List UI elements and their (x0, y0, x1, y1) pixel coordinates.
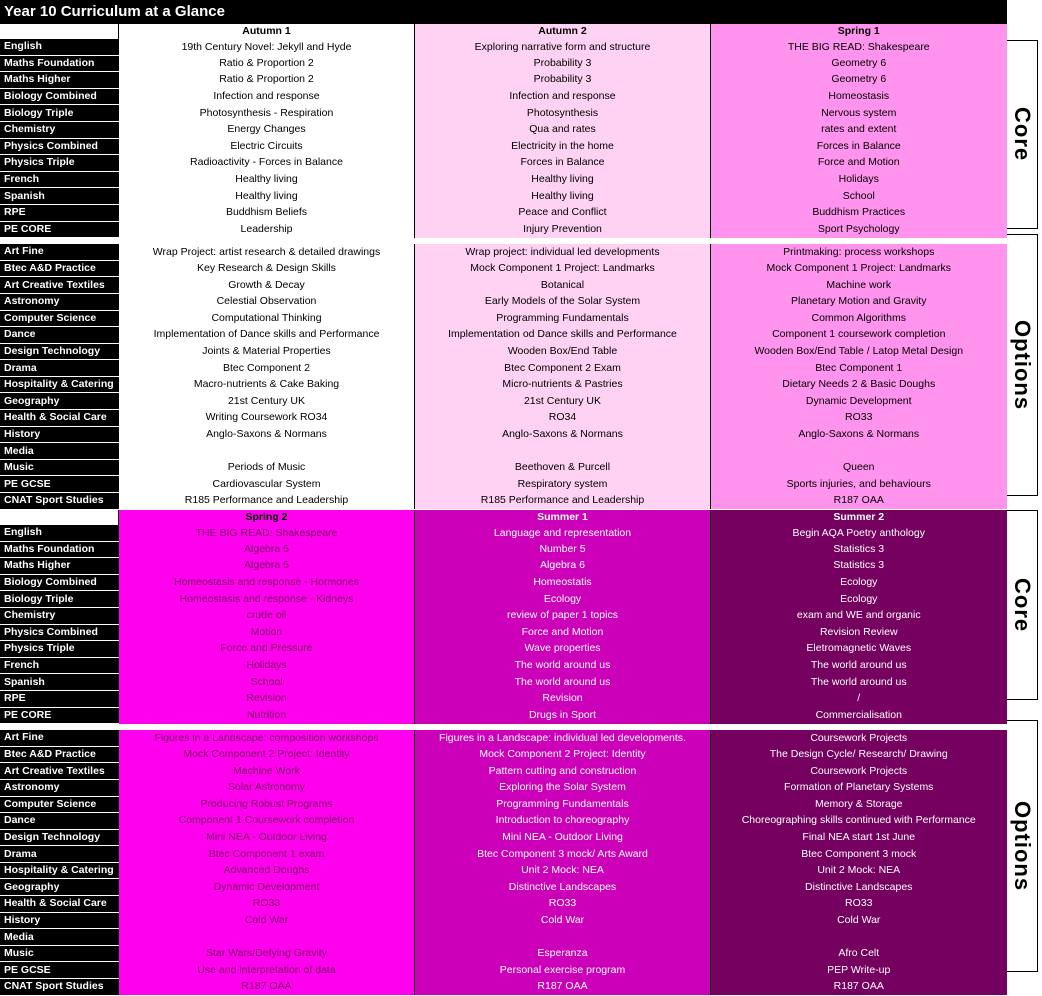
table-row (1, 879, 1007, 896)
topic-cell: Machine Work (119, 763, 415, 780)
topic-cell: Unit 2 Mock: NEA (415, 862, 711, 879)
subject-label: Astronomy (1, 779, 119, 796)
topic-cell: Infection and response (415, 88, 711, 105)
table-row (1, 813, 1007, 830)
topic-cell: Wooden Box/End Table / Latop Metal Design (711, 343, 1007, 360)
page-title: Year 10 Curriculum at a Glance (0, 0, 1007, 24)
options-side-label-2: Options (1007, 720, 1038, 972)
subject-label: Computer Science (1, 310, 119, 327)
subject-label: Btec A&D Practice (1, 260, 119, 277)
subject-label: Art Fine (1, 730, 119, 746)
table-row (1, 945, 1007, 962)
topic-cell: Implementation of Dance skills and Performance (119, 327, 415, 344)
subject-label: Maths Higher (1, 558, 119, 575)
table-row (1, 624, 1007, 641)
topic-cell: Star Wars/Defying Gravity (119, 945, 415, 962)
table-row (1, 343, 1007, 360)
subject-label: French (1, 657, 119, 674)
topic-cell: The world around us (415, 657, 711, 674)
table-row (1, 746, 1007, 763)
subject-label: Computer Science (1, 796, 119, 813)
topic-cell: Implementation od Dance skills and Performance (415, 327, 711, 344)
topic-cell: Drugs in Sport (415, 707, 711, 724)
term-header: Summer 2 (711, 510, 1007, 525)
topic-cell: Probability 3 (415, 55, 711, 72)
topic-cell: Mock Component 1 Project: Landmarks (711, 260, 1007, 277)
table-row (1, 641, 1007, 658)
topic-cell: Key Research & Design Skills (119, 260, 415, 277)
topic-cell: Cardiovascular System (119, 476, 415, 493)
table-row (1, 443, 1007, 460)
topic-cell: Memory & Storage (711, 796, 1007, 813)
topic-cell (711, 443, 1007, 460)
subject-label: French (1, 171, 119, 188)
topic-cell: Holidays (711, 171, 1007, 188)
topic-cell: Final NEA start 1st June (711, 829, 1007, 846)
topic-cell: Begin AQA Poetry anthology (711, 525, 1007, 541)
term-header: Autumn 1 (119, 24, 415, 39)
topic-cell: Formation of Planetary Systems (711, 779, 1007, 796)
topic-cell: Healthy living (415, 188, 711, 205)
topic-cell: Use and interpretation of data (119, 962, 415, 979)
table-row (1, 493, 1007, 510)
core-side-label: Core (1007, 40, 1038, 229)
curriculum-table-autumn-spring (0, 24, 1007, 510)
topic-cell: Beethoven & Purcell (415, 459, 711, 476)
subject-label: Biology Triple (1, 591, 119, 608)
topic-cell: The world around us (415, 674, 711, 691)
topic-cell: Joints & Material Properties (119, 343, 415, 360)
topic-cell: Coursework Projects (711, 730, 1007, 746)
table-row (1, 360, 1007, 377)
topic-cell: Queen (711, 459, 1007, 476)
subject-label: Spanish (1, 188, 119, 205)
topic-cell: Solar Astronomy (119, 779, 415, 796)
subject-label: Physics Combined (1, 624, 119, 641)
table-row (1, 459, 1007, 476)
topic-cell: Healthy living (119, 171, 415, 188)
topic-cell: Holidays (119, 657, 415, 674)
table-row (1, 376, 1007, 393)
topic-cell: Anglo-Saxons & Normans (415, 426, 711, 443)
topic-cell: Machine work (711, 277, 1007, 294)
topic-cell: Language and representation (415, 525, 711, 541)
subject-label: Chemistry (1, 121, 119, 138)
subject-label: Physics Triple (1, 155, 119, 172)
topic-cell: Btec Component 1 (711, 360, 1007, 377)
topic-cell: The world around us (711, 674, 1007, 691)
table-row (1, 558, 1007, 575)
topic-cell: The world around us (711, 657, 1007, 674)
topic-cell: Personal exercise program (415, 962, 711, 979)
topic-cell: School (119, 674, 415, 691)
topic-cell: R187 OAA (711, 493, 1007, 510)
subject-label: Design Technology (1, 343, 119, 360)
topic-cell: PEP Write-up (711, 962, 1007, 979)
subject-label: Physics Combined (1, 138, 119, 155)
options-side-label: Options (1007, 234, 1038, 496)
table-row (1, 393, 1007, 410)
topic-cell: Revision Review (711, 624, 1007, 641)
topic-cell: Sports injuries, and behaviours (711, 476, 1007, 493)
topic-cell: RO33 (711, 896, 1007, 913)
subject-label: Astronomy (1, 293, 119, 310)
topic-cell: R185 Performance and Leadership (119, 493, 415, 510)
topic-cell: Algebra 6 (415, 558, 711, 575)
topic-cell: Ecology (711, 591, 1007, 608)
topic-cell: Mini NEA - Outdoor Living (119, 829, 415, 846)
table-row (1, 293, 1007, 310)
topic-cell: Qua and rates (415, 121, 711, 138)
table-row (1, 138, 1007, 155)
subject-label: Art Fine (1, 244, 119, 260)
table-row (1, 105, 1007, 122)
topic-cell: rates and extent (711, 121, 1007, 138)
topic-cell: Early Models of the Solar System (415, 293, 711, 310)
topic-cell: Electric Circuits (119, 138, 415, 155)
subject-label: History (1, 912, 119, 929)
topic-cell: Homeostatis (415, 574, 711, 591)
subject-label: Biology Combined (1, 574, 119, 591)
topic-cell: Programming Fundamentals (415, 796, 711, 813)
topic-cell: Healthy living (119, 188, 415, 205)
topic-cell: Forces in Balance (415, 155, 711, 172)
table-row (1, 171, 1007, 188)
subject-label: Spanish (1, 674, 119, 691)
table-row (1, 39, 1007, 55)
subject-label: RPE (1, 204, 119, 221)
topic-cell: Wave properties (415, 641, 711, 658)
topic-cell: Motion (119, 624, 415, 641)
topic-cell: R187 OAA (119, 979, 415, 996)
subject-label: Drama (1, 360, 119, 377)
subject-label: English (1, 39, 119, 55)
topic-cell: Cold War (119, 912, 415, 929)
topic-cell: exam and WE and organic (711, 607, 1007, 624)
table-row (1, 730, 1007, 746)
topic-cell: Programming Fundamentals (415, 310, 711, 327)
topic-cell: 19th Century Novel: Jekyll and Hyde (119, 39, 415, 55)
topic-cell: Buddhism Practices (711, 204, 1007, 221)
table-row (1, 221, 1007, 238)
topic-cell: Peace and Conflict (415, 204, 711, 221)
topic-cell: Producing Robust Programs (119, 796, 415, 813)
topic-cell: Homeostasis and response - Kidneys (119, 591, 415, 608)
table-row (1, 55, 1007, 72)
topic-cell: Force and Motion (711, 155, 1007, 172)
term-header: Summer 1 (415, 510, 711, 525)
topic-cell: Ratio & Proportion 2 (119, 55, 415, 72)
topic-cell: Revision (119, 690, 415, 707)
topic-cell: R185 Performance and Leadership (415, 493, 711, 510)
topic-cell: Btec Component 2 (119, 360, 415, 377)
topic-cell: Force and Pressure (119, 641, 415, 658)
subject-label: Media (1, 929, 119, 946)
topic-cell: review of paper 1 topics (415, 607, 711, 624)
table-row (1, 260, 1007, 277)
table-row (1, 829, 1007, 846)
table-row (1, 541, 1007, 558)
topic-cell: Algebra 5 (119, 558, 415, 575)
topic-cell: Wooden Box/End Table (415, 343, 711, 360)
curriculum-table-spring-summer (0, 510, 1007, 996)
topic-cell: RO33 (415, 896, 711, 913)
topic-cell: Mini NEA - Outdoor Living (415, 829, 711, 846)
subject-label: Chemistry (1, 607, 119, 624)
topic-cell: School (711, 188, 1007, 205)
topic-cell: Anglo-Saxons & Normans (119, 426, 415, 443)
topic-cell: Macro-nutrients & Cake Baking (119, 376, 415, 393)
topic-cell: Afro Celt (711, 945, 1007, 962)
subject-label: Music (1, 945, 119, 962)
table-row (1, 244, 1007, 260)
subject-label: PE CORE (1, 221, 119, 238)
table-row (1, 155, 1007, 172)
topic-cell: Photosynthesis - Respiration (119, 105, 415, 122)
table-row (1, 796, 1007, 813)
subject-label: Art Creative Textiles (1, 763, 119, 780)
subject-label: English (1, 525, 119, 541)
topic-cell: Forces in Balance (711, 138, 1007, 155)
topic-cell: THE BIG READ: Shakespeare (711, 39, 1007, 55)
topic-cell: Algebra 5 (119, 541, 415, 558)
topic-cell: Common Algorithms (711, 310, 1007, 327)
topic-cell: Buddhism Beliefs (119, 204, 415, 221)
topic-cell: THE BIG READ: Shakespeare (119, 525, 415, 541)
subject-label: Biology Combined (1, 88, 119, 105)
topic-cell: Dietary Needs 2 & Basic Doughs (711, 376, 1007, 393)
topic-cell: Wrap Project: artist research & detailed drawings (119, 244, 415, 260)
topic-cell: Force and Motion (415, 624, 711, 641)
table-row (1, 607, 1007, 624)
topic-cell: Infection and response (119, 88, 415, 105)
topic-cell: Btec Component 3 mock/ Arts Award (415, 846, 711, 863)
table-row (1, 574, 1007, 591)
table-row (1, 690, 1007, 707)
topic-cell: Distinctive Landscapes (711, 879, 1007, 896)
subject-label: Physics Triple (1, 641, 119, 658)
table-row (1, 188, 1007, 205)
topic-cell: Exploring the Solar System (415, 779, 711, 796)
topic-cell: Homeostasis and response - Hormones (119, 574, 415, 591)
subject-label: Maths Foundation (1, 55, 119, 72)
topic-cell: Photosynthesis (415, 105, 711, 122)
subject-label: Hospitality & Catering (1, 376, 119, 393)
table-row (1, 525, 1007, 541)
topic-cell: Electricity in the home (415, 138, 711, 155)
topic-cell: Energy Changes (119, 121, 415, 138)
topic-cell: Probability 3 (415, 72, 711, 89)
subject-label: Art Creative Textiles (1, 277, 119, 294)
core-side-label-2: Core (1007, 510, 1038, 700)
subject-label: Biology Triple (1, 105, 119, 122)
topic-cell: The Design Cycle/ Research/ Drawing (711, 746, 1007, 763)
topic-cell: Homeostasis (711, 88, 1007, 105)
subject-label: Drama (1, 846, 119, 863)
topic-cell: Healthy living (415, 171, 711, 188)
table-row (1, 657, 1007, 674)
topic-cell: Btec Component 1 exam (119, 846, 415, 863)
table-row (1, 979, 1007, 996)
table-row (1, 846, 1007, 863)
topic-cell: Commercialisation (711, 707, 1007, 724)
subject-label: PE GCSE (1, 962, 119, 979)
topic-cell (711, 929, 1007, 946)
subject-label: Btec A&D Practice (1, 746, 119, 763)
topic-cell: Growth & Decay (119, 277, 415, 294)
table-row (1, 896, 1007, 913)
topic-cell: Cold War (711, 912, 1007, 929)
topic-cell: Pattern cutting and construction (415, 763, 711, 780)
topic-cell: Number 5 (415, 541, 711, 558)
topic-cell: Ecology (711, 574, 1007, 591)
subject-label: Media (1, 443, 119, 460)
topic-cell: Respiratory system (415, 476, 711, 493)
topic-cell: 21st Century UK (119, 393, 415, 410)
subject-label: RPE (1, 690, 119, 707)
topic-cell: Planetary Motion and Gravity (711, 293, 1007, 310)
topic-cell: Mock Component 2 Project: Identity (415, 746, 711, 763)
header-row (1, 24, 1007, 39)
topic-cell: Mock Component 2 Project: Identity (119, 746, 415, 763)
topic-cell: Component 1 Coursework completion (119, 813, 415, 830)
topic-cell: Figures in a Landscape: individual led developments. (415, 730, 711, 746)
topic-cell: Computational Thinking (119, 310, 415, 327)
table-row (1, 962, 1007, 979)
table-row (1, 862, 1007, 879)
topic-cell: Botanical (415, 277, 711, 294)
topic-cell: Eletromagnetic Waves (711, 641, 1007, 658)
subject-label: Health & Social Care (1, 896, 119, 913)
term-header: Autumn 2 (415, 24, 711, 39)
subject-label: Hospitality & Catering (1, 862, 119, 879)
table-row (1, 204, 1007, 221)
topic-cell: Cold War (415, 912, 711, 929)
subject-label: Health & Social Care (1, 410, 119, 427)
topic-cell: crude oil (119, 607, 415, 624)
table-row (1, 327, 1007, 344)
header-row (1, 510, 1007, 525)
topic-cell: Revision (415, 690, 711, 707)
topic-cell (119, 443, 415, 460)
topic-cell: Radioactivity - Forces in Balance (119, 155, 415, 172)
topic-cell: Introduction to choreography (415, 813, 711, 830)
subject-label: Maths Higher (1, 72, 119, 89)
topic-cell: Celestial Observation (119, 293, 415, 310)
term-header: Spring 2 (119, 510, 415, 525)
topic-cell: Btec Component 3 mock (711, 846, 1007, 863)
table-row (1, 779, 1007, 796)
subject-label: Maths Foundation (1, 541, 119, 558)
topic-cell: Micro-nutrients & Pastries (415, 376, 711, 393)
table-row (1, 310, 1007, 327)
topic-cell: Statistics 3 (711, 558, 1007, 575)
term-header: Spring 1 (711, 24, 1007, 39)
subject-label: PE CORE (1, 707, 119, 724)
topic-cell: Btec Component 2 Exam (415, 360, 711, 377)
topic-cell: Ecology (415, 591, 711, 608)
subject-label: Geography (1, 393, 119, 410)
topic-cell: Exploring narrative form and structure (415, 39, 711, 55)
table-row (1, 72, 1007, 89)
subject-label: Geography (1, 879, 119, 896)
topic-cell: Injury Prevention (415, 221, 711, 238)
topic-cell: Component 1 coursework completion (711, 327, 1007, 344)
table-row (1, 410, 1007, 427)
topic-cell: Unit 2 Mock: NEA (711, 862, 1007, 879)
table-row (1, 88, 1007, 105)
topic-cell: Geometry 6 (711, 55, 1007, 72)
topic-cell: Sport Psychology (711, 221, 1007, 238)
subject-label: History (1, 426, 119, 443)
subject-label: CNAT Sport Studies (1, 979, 119, 996)
table-row (1, 763, 1007, 780)
table-row (1, 476, 1007, 493)
topic-cell: RO34 (415, 410, 711, 427)
topic-cell: Writing Coursework RO34 (119, 410, 415, 427)
subject-label: Dance (1, 327, 119, 344)
table-row (1, 121, 1007, 138)
topic-cell: Geometry 6 (711, 72, 1007, 89)
table-row (1, 426, 1007, 443)
topic-cell: Periods of Music (119, 459, 415, 476)
topic-cell: Leadership (119, 221, 415, 238)
topic-cell: Nervous system (711, 105, 1007, 122)
topic-cell: Statistics 3 (711, 541, 1007, 558)
table-row (1, 277, 1007, 294)
topic-cell: R187 OAA (415, 979, 711, 996)
header-blank (1, 510, 119, 525)
topic-cell: RO33 (711, 410, 1007, 427)
table-row (1, 674, 1007, 691)
topic-cell (119, 929, 415, 946)
subject-label: Design Technology (1, 829, 119, 846)
topic-cell: 21st Century UK (415, 393, 711, 410)
topic-cell: Coursework Projects (711, 763, 1007, 780)
topic-cell: RO33 (119, 896, 415, 913)
topic-cell: Ratio & Proportion 2 (119, 72, 415, 89)
table-row (1, 929, 1007, 946)
topic-cell: Printmaking: process workshops (711, 244, 1007, 260)
topic-cell: Wrap project: individual led developments (415, 244, 711, 260)
table-row (1, 707, 1007, 724)
subject-label: CNAT Sport Studies (1, 493, 119, 510)
table-row (1, 912, 1007, 929)
subject-label: Dance (1, 813, 119, 830)
subject-label: PE GCSE (1, 476, 119, 493)
topic-cell (415, 443, 711, 460)
header-blank (1, 24, 119, 39)
topic-cell: Advanced Doughs (119, 862, 415, 879)
topic-cell: Distinctive Landscapes (415, 879, 711, 896)
topic-cell: Nutrition (119, 707, 415, 724)
topic-cell: Choreographing skills continued with Performance (711, 813, 1007, 830)
subject-label: Music (1, 459, 119, 476)
topic-cell: / (711, 690, 1007, 707)
topic-cell: Esperanza (415, 945, 711, 962)
topic-cell: Dynamic Development (711, 393, 1007, 410)
topic-cell: Figures in a Landscape: composition workshops (119, 730, 415, 746)
topic-cell (415, 929, 711, 946)
table-row (1, 591, 1007, 608)
topic-cell: Mock Component 1 Project: Landmarks (415, 260, 711, 277)
topic-cell: R187 OAA (711, 979, 1007, 996)
topic-cell: Dynamic Development (119, 879, 415, 896)
topic-cell: Anglo-Saxons & Normans (711, 426, 1007, 443)
